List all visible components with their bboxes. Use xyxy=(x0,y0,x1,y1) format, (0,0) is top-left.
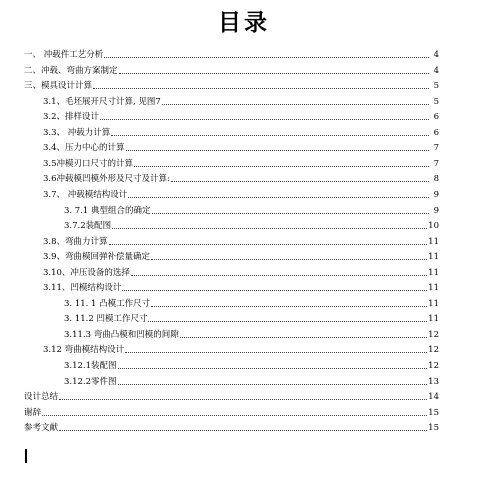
toc-entry[interactable] xyxy=(64,372,439,387)
toc-entry[interactable] xyxy=(43,123,439,138)
toc-entry-page: 14 xyxy=(428,392,439,403)
toc-dot-leader xyxy=(104,57,429,58)
toc-entry[interactable] xyxy=(24,387,439,402)
toc-entry-page: 5 xyxy=(433,96,439,107)
toc-entry-page: 6 xyxy=(433,127,439,138)
toc-dot-leader xyxy=(126,150,429,151)
toc-dot-leader xyxy=(134,166,429,167)
toc-entry[interactable] xyxy=(24,45,439,60)
toc-entry[interactable] xyxy=(43,247,439,262)
text-cursor xyxy=(25,449,27,463)
toc-entry-page: 13 xyxy=(428,376,439,387)
toc-entry-page: 11 xyxy=(428,252,439,263)
toc-entry-page: 15 xyxy=(428,407,439,418)
toc-dot-leader xyxy=(59,430,427,431)
toc-entry-label: 3.1、毛坯展开尺寸计算, 见图7 xyxy=(43,96,161,107)
toc-entry[interactable] xyxy=(24,61,439,76)
toc-entry[interactable] xyxy=(43,278,439,293)
toc-entry-page: 5 xyxy=(433,81,439,92)
toc-entry[interactable] xyxy=(24,76,439,91)
toc-entry[interactable] xyxy=(43,185,439,200)
toc-entry-label: 3.6冲载模凹模外形及尺寸及计算: xyxy=(43,174,170,185)
toc-dot-leader xyxy=(180,337,427,338)
toc-entry-page: 8 xyxy=(433,174,439,185)
toc-entry-label: 3. 11.2 凹模工作尺寸 xyxy=(64,314,148,325)
toc-dot-leader xyxy=(125,352,427,353)
toc-dot-leader xyxy=(122,290,427,291)
toc-dot-leader xyxy=(128,197,429,198)
toc-entry-page: 12 xyxy=(428,361,439,371)
toc-entry-label: 一、 冲载件工艺分析 xyxy=(24,50,104,60)
toc-dot-leader xyxy=(118,384,428,385)
toc-dot-leader xyxy=(93,88,429,89)
toc-title: 目录 xyxy=(218,9,270,36)
toc-entry-page: 15 xyxy=(428,423,439,434)
toc-dot-leader xyxy=(119,73,429,74)
toc-entry[interactable] xyxy=(64,201,439,216)
toc-dot-leader xyxy=(100,119,429,120)
toc-entry-label: 设计总结 xyxy=(24,392,59,403)
toc-entry-page: 7 xyxy=(433,143,439,154)
toc-entry-label: 3.8、弯曲力计算 xyxy=(43,236,108,247)
toc-entry-page: 6 xyxy=(433,112,439,123)
toc-entry[interactable] xyxy=(43,340,439,355)
toc-entry-page: 11 xyxy=(428,298,439,309)
toc-entry[interactable] xyxy=(43,263,439,278)
toc-entry-label: 3.5冲模刃口尺寸的计算 xyxy=(43,158,134,169)
toc-entry-label: 3. 11. 1 凸模工作尺寸 xyxy=(64,298,151,309)
toc-entry[interactable] xyxy=(64,356,439,371)
toc-dot-leader xyxy=(162,104,429,105)
toc-entry-page: 9 xyxy=(433,189,439,200)
toc-entry[interactable] xyxy=(24,418,439,433)
toc-entry[interactable] xyxy=(43,169,439,184)
toc-entry[interactable] xyxy=(43,154,439,169)
toc-entry[interactable] xyxy=(24,403,439,418)
toc-entry-page: 11 xyxy=(428,236,439,247)
toc-entry-page: 11 xyxy=(428,267,439,278)
toc-entry-label: 三、模具设计计算 xyxy=(24,81,93,92)
toc-entry-page: 4 xyxy=(433,50,439,60)
toc-entry-label: 3.11.3 弯曲凸模和凹模的间隙 xyxy=(64,329,179,340)
toc-entry-label: 3.10、冲压设备的选择 xyxy=(43,267,130,278)
toc-dot-leader xyxy=(118,368,428,369)
toc-entry[interactable] xyxy=(64,294,439,309)
toc-dot-leader xyxy=(112,228,427,229)
toc-entry-page: 12 xyxy=(428,345,439,356)
toc-entry-label: 3.3、 冲载力计算 xyxy=(43,127,111,138)
toc-entry-label: 3.2、排样设计 xyxy=(43,112,100,123)
toc-entry-page: 9 xyxy=(433,205,439,216)
toc-dot-leader xyxy=(131,275,427,276)
toc-entry-label: 3.7、 冲载模结构设计 xyxy=(43,189,128,200)
toc-entry-label: 参考文献 xyxy=(24,423,59,434)
toc-dot-leader xyxy=(171,181,429,182)
toc-entry-label: 3.4、压力中心的计算 xyxy=(43,143,125,154)
toc-entry-label: 3.12 弯曲模结构设计 xyxy=(43,345,125,356)
toc-dot-leader xyxy=(42,415,427,416)
toc-entry[interactable] xyxy=(43,138,439,153)
toc-entry[interactable] xyxy=(43,232,439,247)
toc-entry-page: 11 xyxy=(428,283,439,294)
toc-entry[interactable] xyxy=(43,92,439,107)
toc-entry-label: 3.12.2零件图 xyxy=(64,376,117,387)
toc-entry-label: 3.9、弯曲模回弹补偿量确定 xyxy=(43,252,151,263)
toc-entry-page: 10 xyxy=(428,221,439,232)
toc-entry[interactable] xyxy=(64,309,439,324)
toc-entry-label: 3. 7.1 典型组合的确定 xyxy=(64,205,151,216)
toc-entry[interactable] xyxy=(64,216,439,231)
toc-entry-page: 4 xyxy=(433,65,439,76)
toc-dot-leader xyxy=(152,213,429,214)
toc-entry-page: 7 xyxy=(433,158,439,169)
toc-entry-page: 11 xyxy=(428,314,439,325)
toc-dot-leader xyxy=(148,321,427,322)
toc-entry-label: 3.12.1装配图 xyxy=(64,361,117,371)
toc-entry[interactable] xyxy=(64,325,439,340)
toc-entry[interactable] xyxy=(43,107,439,122)
toc-entry-page: 12 xyxy=(428,329,439,340)
toc-dot-leader xyxy=(109,244,428,245)
toc-entry-label: 二、冲载、弯曲方案制定 xyxy=(24,65,118,76)
toc-entry-label: 谢辞 xyxy=(24,407,42,418)
toc-dot-leader xyxy=(111,135,429,136)
toc-entry-label: 3.11、凹模结构设计 xyxy=(43,283,122,294)
toc-dot-leader xyxy=(151,259,427,260)
toc-entry-label: 3.7.2装配图 xyxy=(64,221,112,232)
toc-dot-leader xyxy=(59,399,427,400)
toc-dot-leader xyxy=(151,306,427,307)
